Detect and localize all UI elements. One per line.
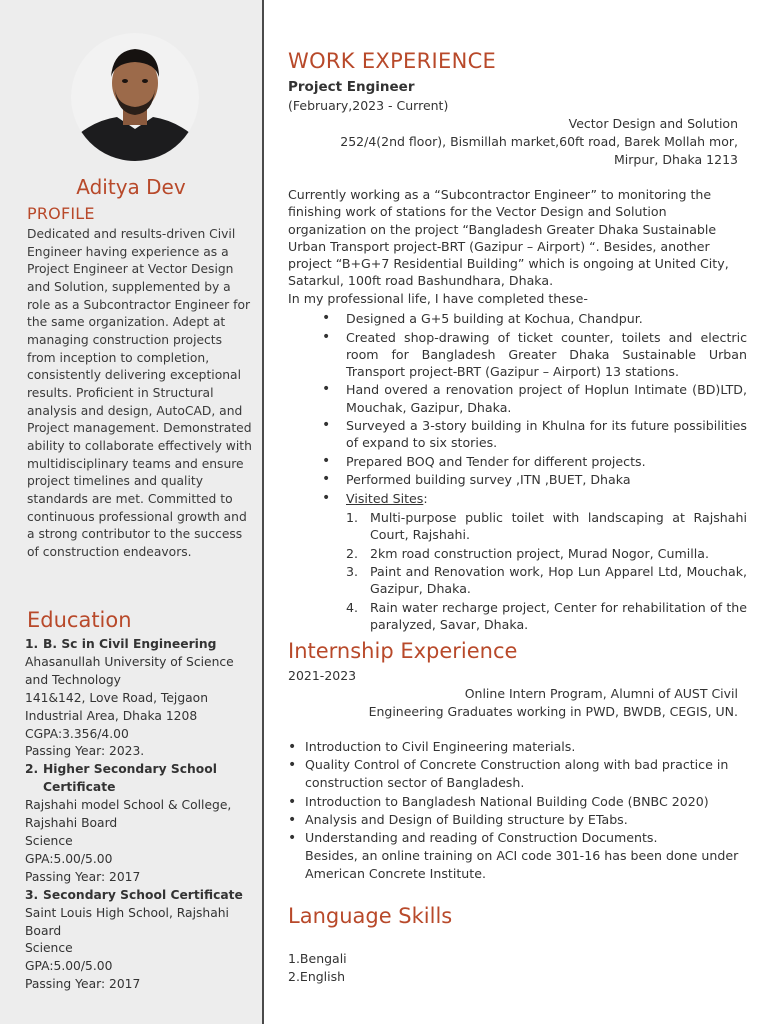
degree-title-cont: Certificate	[43, 780, 116, 795]
language-heading: Language Skills	[288, 904, 453, 928]
list-item: • Understanding and reading of Construction Documents.	[288, 829, 743, 847]
description-text: Currently working as a “Subcontractor Engineer” to monitoring the finishing work of stations for the Vector Design and Solution organization on the project “Bangladesh Greater Dhaka Sustainable Urban Transport project-BRT (Gazipur – Airport) “. Besides, another project “B+G+7 Residential Building” which is ongoing at United City, Satarkul, 100ft road Bashundhara, Dhaka.	[288, 187, 729, 289]
degree-title: 1. B. Sc in Civil Engineering	[25, 637, 217, 651]
visited-sites-list	[346, 509, 747, 633]
list-item: • Prepared BOQ and Tender for different projects.	[322, 453, 747, 470]
internship-note: Besides, an online training on ACI code 301-16 has been done under American Concrete Institute.	[305, 848, 739, 882]
education-line: Saint Louis High School, Rajshahi Board	[25, 905, 229, 938]
company-name: Vector Design and Solution	[568, 116, 738, 131]
list-item: • Designed a G+5 building at Kochua, Chandpur.	[322, 310, 747, 327]
internship-organization: Online Intern Program, Alumni of AUST Civil Engineering Graduates working in PWD, BWDB, CEGIS, UN.	[368, 686, 738, 719]
list-item: 2.English	[288, 969, 346, 984]
candidate-name: Aditya Dev	[76, 175, 186, 199]
list-item: • Analysis and Design of Building structure by ETabs.	[288, 811, 743, 829]
education-line: CGPA:3.356/4.00	[25, 726, 129, 741]
list-item: 4. Rain water recharge project, Center for rehabilitation of the paralyzed, Savar, Dhaka.	[346, 599, 747, 633]
visited-sites-label: Visited Sites	[346, 490, 424, 506]
education-line: Ahasanullah University of Science and Technology	[25, 654, 234, 687]
achievements-intro: In my professional life, I have completed these-	[288, 290, 588, 306]
profile-photo	[71, 33, 199, 161]
internship-years: 2021-2023	[288, 668, 357, 683]
internship-heading: Internship Experience	[288, 639, 518, 663]
education-line: Science	[25, 941, 73, 956]
list-item: • Hand overed a renovation project of Hoplun Intimate (BD)LTD, Mouchak, Gazipur, Dhaka.	[322, 381, 747, 415]
list-item: • Introduction to Civil Engineering materials.	[288, 738, 743, 756]
list-item: • Created shop-drawing of ticket counter, toilets and electric room for Bangladesh Greater Dhaka Sustainable Urban Transport project-BRT (Gazipur – Airport) 13 stations.	[322, 329, 747, 381]
education-item	[25, 636, 257, 761]
list-item: • Introduction to Bangladesh National Building Code (BNBC 2020)	[288, 793, 743, 811]
list-item: 3. Paint and Renovation work, Hop Lun Apparel Ltd, Mouchak, Gazipur, Dhaka.	[346, 564, 747, 597]
job-description	[288, 186, 733, 307]
education-line: 141&142, Love Road, Tejgaon Industrial Area, Dhaka 1208	[25, 690, 208, 723]
education-item	[25, 761, 257, 886]
address-line: 252/4(2nd floor), Bismillah market,60ft road, Barek Mollah mor,	[340, 134, 738, 149]
education-list	[25, 636, 257, 994]
work-experience-heading: WORK EXPERIENCE	[288, 49, 497, 73]
internship-list	[288, 738, 743, 884]
education-line: Passing Year: 2017	[25, 977, 141, 992]
education-line: Passing Year: 2023.	[25, 744, 145, 759]
degree-title: 2. Higher Secondary School	[25, 762, 217, 777]
education-line: GPA:5.00/5.00	[25, 851, 113, 866]
list-item: • Visited Sites: 1. Multi-purpose public toilet with landscaping at Rajshahi Court, Rajshahi. 2. 2km road construction project, Murad Nogor, Cumilla. 3. Paint and Renovation work, Hop Lun Apparel Ltd, Mouchak, Gazipur, Dhaka. 4. Rain water recharge project, Center for rehabilitation of the paralyzed, Savar, Dhaka.	[322, 490, 747, 634]
list-item: 2. 2km road construction project, Murad Nogor, Cumilla.	[346, 545, 709, 561]
list-item: • Performed building survey ,ITN ,BUET, Dhaka	[322, 471, 747, 488]
education-line: Passing Year: 2017	[25, 869, 141, 884]
address-line: Mirpur, Dhaka 1213	[613, 152, 738, 167]
achievements-list	[322, 310, 747, 635]
education-line: Rajshahi model School & College, Rajshahi Board	[25, 798, 232, 831]
avatar	[71, 33, 199, 161]
column-divider	[262, 0, 264, 1024]
degree-title: 3. Secondary School Certificate	[25, 887, 243, 902]
education-line: GPA:5.00/5.00	[25, 959, 113, 974]
education-line: Science	[25, 833, 73, 848]
language-list	[288, 950, 347, 986]
job-date: (February,2023 - Current)	[288, 98, 449, 113]
list-item: • Quality Control of Concrete Construction along with bad practice in construction sector of Bangladesh.	[288, 756, 743, 792]
education-heading: Education	[27, 608, 132, 632]
education-item	[25, 887, 257, 994]
list-item: 1.Bengali	[288, 951, 347, 966]
list-item: 1. Multi-purpose public toilet with landscaping at Rajshahi Court, Rajshahi.	[346, 510, 747, 543]
list-item: • Surveyed a 3-story building in Khulna for its future possibilities of expand to six stories.	[322, 417, 747, 451]
profile-heading: PROFILE	[27, 204, 95, 223]
company-address	[298, 115, 738, 169]
profile-summary: Dedicated and results-driven Civil Engineer having experience as a Project Engineer at Vector Design and Solution, supplemented by a role as a Subcontractor Engineer for the same organization. Adept at managing construction projects from inception to completion, consistently delivering exceptional results. Proficient in Structural analysis and design, AutoCAD, and Project management. Demonstrated ability to collaborate effectively with multidisciplinary teams and ensure project timelines and quality standards are met. Committed to continuous professional growth and a strong contributor to the success of construction endeavors.	[27, 227, 252, 559]
job-title: Project Engineer	[288, 79, 415, 95]
